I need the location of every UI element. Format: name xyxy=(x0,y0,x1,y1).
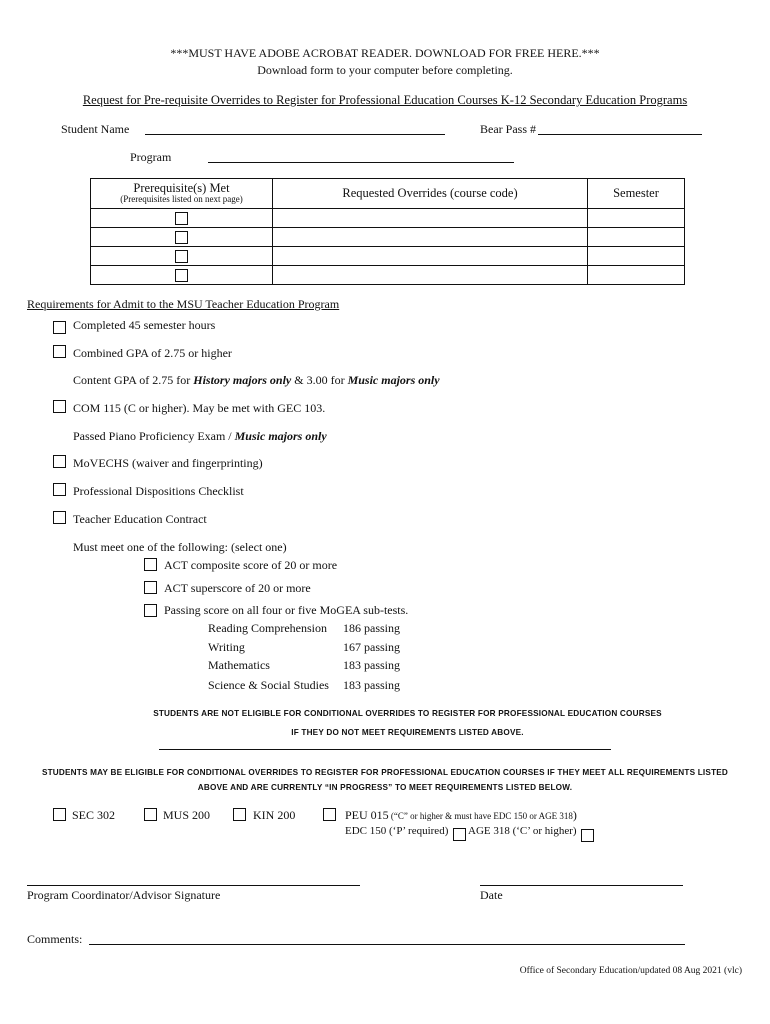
col-semester-header: Semester xyxy=(588,179,685,209)
act-composite-label: ACT composite score of 20 or more xyxy=(164,558,338,572)
requirements-heading: Requirements for Admit to the MSU Teacher Education Program xyxy=(27,297,340,311)
must-meet-label: Must meet one of the following: (select one) xyxy=(73,540,287,554)
date-label: Date xyxy=(480,888,503,902)
table-row xyxy=(91,228,685,247)
dispositions-label: Professional Dispositions Checklist xyxy=(73,484,244,498)
test-score: 186 passing xyxy=(343,621,400,635)
act-super-label: ACT superscore of 20 or more xyxy=(164,581,311,595)
signature-label: Program Coordinator/Advisor Signature xyxy=(27,888,221,902)
bear-pass-field[interactable] xyxy=(538,134,702,135)
test-score: 167 passing xyxy=(343,640,400,654)
mus200-label: MUS 200 xyxy=(163,808,211,822)
com115-checkbox[interactable] xyxy=(53,400,66,413)
col-prereq-header: Prerequisite(s) Met (Prerequisites listed on next page) xyxy=(91,179,273,209)
divider xyxy=(159,749,611,750)
test-score: 183 passing xyxy=(343,658,400,672)
combined-gpa-checkbox[interactable] xyxy=(53,345,66,358)
table-row xyxy=(91,209,685,228)
piano-label: Passed Piano Proficiency Exam / Music majors only xyxy=(73,429,327,443)
not-eligible-notice-2: IF THEY DO NOT MEET REQUIREMENTS LISTED ABOVE. xyxy=(291,728,524,737)
mogea-label: Passing score on all four or five MoGEA sub-tests. xyxy=(164,603,409,617)
test-score: 183 passing xyxy=(343,678,400,692)
act-composite-checkbox[interactable] xyxy=(144,558,157,571)
content-gpa-label: Content GPA of 2.75 for History majors only & 3.00 for Music majors only xyxy=(73,373,440,387)
table-row xyxy=(91,247,685,266)
program-label: Program xyxy=(130,150,172,164)
student-name-label: Student Name xyxy=(61,122,130,136)
test-name: Writing xyxy=(208,640,245,654)
semester-cell[interactable] xyxy=(588,247,685,266)
semester-cell[interactable] xyxy=(588,228,685,247)
sec302-label: SEC 302 xyxy=(72,808,116,822)
comments-line[interactable] xyxy=(89,944,685,945)
bear-pass-label: Bear Pass # xyxy=(480,122,536,136)
override-cell[interactable] xyxy=(273,209,588,228)
semester-cell[interactable] xyxy=(588,209,685,228)
kin200-label: KIN 200 xyxy=(253,808,296,822)
acrobat-notice[interactable]: ***MUST HAVE ADOBE ACROBAT READER. DOWNLOAD FOR FREE HERE.*** xyxy=(170,46,600,60)
may-be-eligible-notice-1: STUDENTS MAY BE ELIGIBLE FOR CONDITIONAL OVERRIDES TO REGISTER FOR PROFESSIONAL EDUCATION COURSES IF THEY MEET ALL REQUIREMENTS LISTED xyxy=(41,768,729,777)
prereq-checkbox[interactable] xyxy=(175,269,188,282)
peu015-checkbox[interactable] xyxy=(323,808,336,821)
test-name: Mathematics xyxy=(208,658,270,672)
may-be-eligible-notice-2: ABOVE AND ARE CURRENTLY “IN PROGRESS” TO MEET REQUIREMENTS LISTED BELOW. xyxy=(197,783,573,792)
movechs-checkbox[interactable] xyxy=(53,455,66,468)
test-name: Science & Social Studies xyxy=(208,678,329,692)
kin200-checkbox[interactable] xyxy=(233,808,246,821)
mus200-checkbox[interactable] xyxy=(144,808,157,821)
com115-label: COM 115 (C or higher). May be met with GEC 103. xyxy=(73,401,326,415)
date-line[interactable] xyxy=(480,885,683,886)
dispositions-checkbox[interactable] xyxy=(53,483,66,496)
override-cell[interactable] xyxy=(273,228,588,247)
signature-line[interactable] xyxy=(27,885,360,886)
override-cell[interactable] xyxy=(273,266,588,285)
combined-gpa-label: Combined GPA of 2.75 or higher xyxy=(73,346,232,360)
office-footer: Office of Secondary Education/updated 08 Aug 2021 (vlc) xyxy=(519,966,742,976)
override-table xyxy=(90,178,685,285)
completed-hours-checkbox[interactable] xyxy=(53,321,66,334)
prereq-checkbox[interactable] xyxy=(175,212,188,225)
peu015-label: PEU 015 (“C” or higher & must have EDC 150 or AGE 318) xyxy=(345,808,577,822)
form-title: Request for Pre-requisite Overrides to Register for Professional Education Courses K-12 Secondary Education Programs xyxy=(82,93,688,107)
age318-checkbox[interactable] xyxy=(581,829,594,842)
test-name: Reading Comprehension xyxy=(208,621,327,635)
comments-label: Comments: xyxy=(27,932,83,946)
col-overrides-header: Requested Overrides (course code) xyxy=(273,179,588,209)
completed-hours-label: Completed 45 semester hours xyxy=(73,318,216,332)
not-eligible-notice-1: STUDENTS ARE NOT ELIGIBLE FOR CONDITIONAL OVERRIDES TO REGISTER FOR PROFESSIONAL EDUCATION COURSES xyxy=(153,709,662,718)
edc150-checkbox[interactable] xyxy=(453,828,466,841)
prereq-checkbox[interactable] xyxy=(175,250,188,263)
mogea-checkbox[interactable] xyxy=(144,604,157,617)
act-super-checkbox[interactable] xyxy=(144,581,157,594)
table-row xyxy=(91,266,685,285)
semester-cell[interactable] xyxy=(588,266,685,285)
download-note: Download form to your computer before completing. xyxy=(257,63,513,77)
override-cell[interactable] xyxy=(273,247,588,266)
movechs-label: MoVECHS (waiver and fingerprinting) xyxy=(73,456,263,470)
student-name-field[interactable] xyxy=(145,134,445,135)
col-prereq-sub: (Prerequisites listed on next page) xyxy=(120,194,243,205)
edc150-label: EDC 150 (‘P’ required) xyxy=(345,825,449,837)
sec302-checkbox[interactable] xyxy=(53,808,66,821)
age318-label: AGE 318 (‘C’ or higher) xyxy=(468,825,577,837)
contract-label: Teacher Education Contract xyxy=(73,512,207,526)
program-field[interactable] xyxy=(208,162,514,163)
contract-checkbox[interactable] xyxy=(53,511,66,524)
prereq-checkbox[interactable] xyxy=(175,231,188,244)
